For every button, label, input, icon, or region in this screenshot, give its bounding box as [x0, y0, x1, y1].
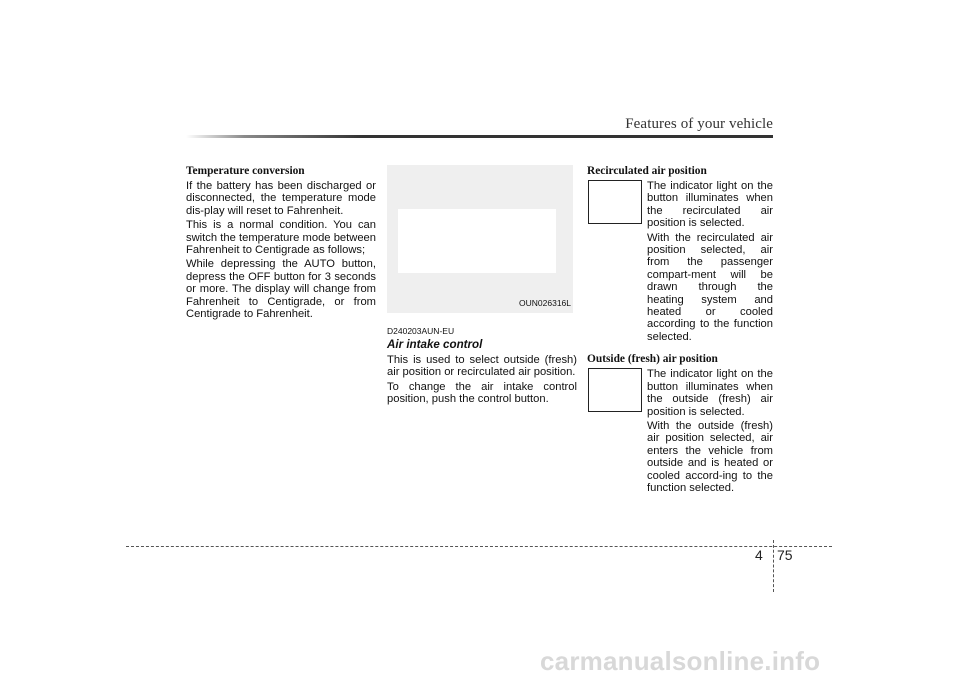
- fresh-air-icon: [588, 368, 642, 412]
- paragraph: To change the air intake control position, push the control button.: [387, 380, 577, 406]
- watermark: carmanualsonline.info: [540, 646, 821, 676]
- chapter-number: 4: [755, 547, 763, 563]
- header-rule: [186, 135, 773, 138]
- air-intake-figure: [387, 165, 573, 313]
- recirculated-air-heading: Recirculated air position: [587, 165, 707, 177]
- paragraph: If the battery has been discharged or disconnected, the temperature mode dis-play will reset to Fahrenheit.: [186, 180, 376, 217]
- air-intake-heading: Air intake control: [387, 338, 483, 352]
- recirculated-air-block: [587, 165, 773, 343]
- paragraph: This is a normal condition. You can switch the temperature mode between Fahrenheit to Centigrade as follows;: [186, 219, 376, 257]
- footer-divider: [773, 540, 774, 592]
- figure-image-placeholder: [398, 209, 556, 273]
- paragraph: The indicator light on the button illuminates when the outside (fresh) air position is selected.: [647, 368, 773, 418]
- column-temperature-conversion: [186, 165, 376, 322]
- fresh-air-text: [647, 368, 773, 494]
- recirculated-air-text: [647, 180, 773, 343]
- temperature-conversion-heading: Temperature conversion: [186, 165, 305, 177]
- recirculated-air-icon: [588, 180, 642, 224]
- fresh-air-heading: Outside (fresh) air position: [587, 353, 718, 366]
- section-code: D240203AUN-EU: [387, 326, 455, 336]
- paragraph: This is used to select outside (fresh) air position or recirculated air position.: [387, 353, 577, 379]
- fresh-air-block: [587, 353, 773, 494]
- page-number: 75: [777, 547, 793, 563]
- column-air-positions: [587, 165, 773, 504]
- fresh-air-row: [587, 368, 773, 494]
- paragraph: With the outside (fresh) air position selected, air enters the vehicle from outside and is heated or cooled accord-ing to the function selected.: [647, 419, 773, 494]
- page-header-title: Features of your vehicle: [625, 116, 773, 132]
- recirculated-air-row: [587, 180, 773, 343]
- footer-rule: [126, 546, 832, 547]
- paragraph: With the recirculated air position selected, air from the passenger compart-ment will be drawn through the heating system and heated or cooled according to the function selected.: [647, 231, 773, 343]
- paragraph: While depressing the AUTO button, depress the OFF button for 3 seconds or more. The display will change from Fahrenheit to Centigrade, or from Centigrade to Fahrenheit.: [186, 258, 376, 321]
- column-air-intake: [387, 165, 577, 407]
- paragraph: The indicator light on the button illuminates when the recirculated air position is selected.: [647, 180, 773, 230]
- figure-code: OUN026316L: [519, 297, 571, 308]
